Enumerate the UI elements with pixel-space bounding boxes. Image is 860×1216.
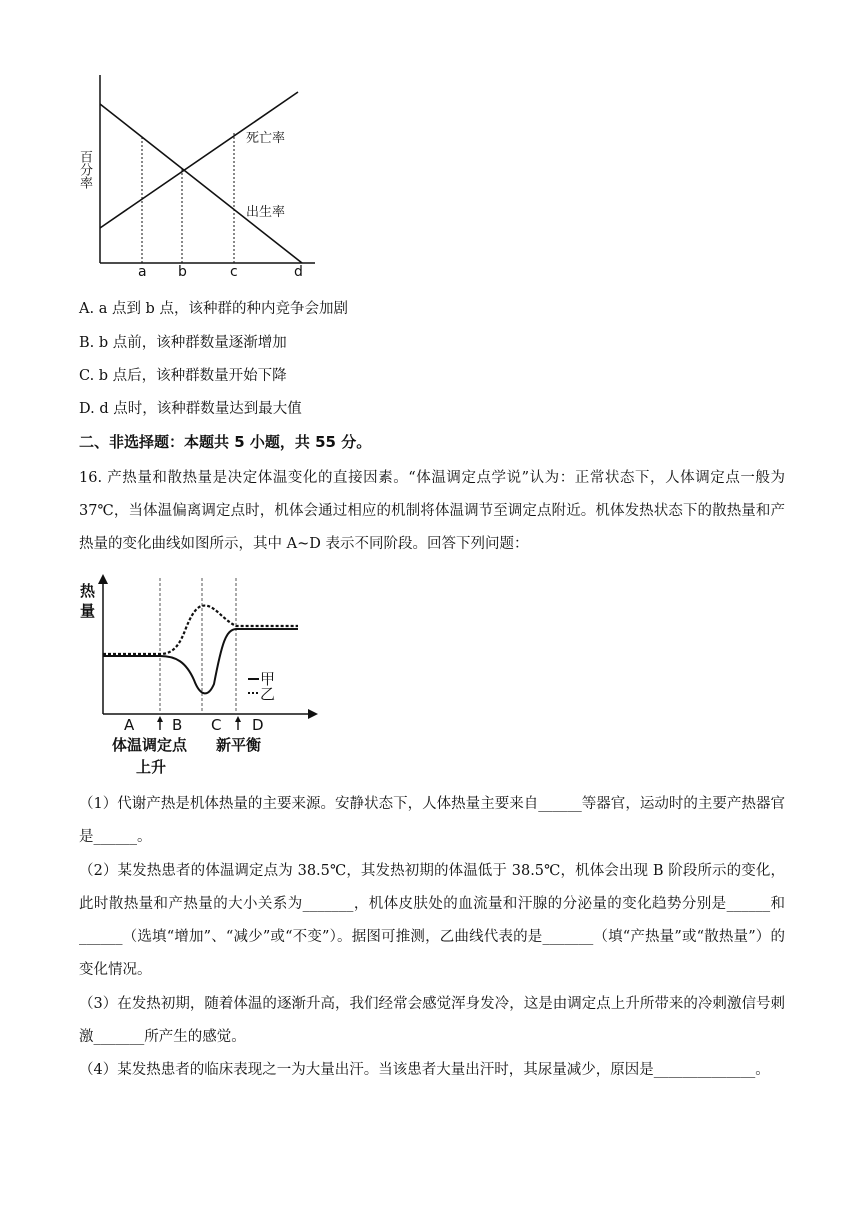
heat-y-label-1: 热 <box>80 582 96 600</box>
death-rate-label: 死亡率 <box>246 131 286 146</box>
heat-curve-figure <box>76 572 336 782</box>
x-axis-arrow <box>308 709 318 719</box>
option-d: D. d 点时，该种群数量达到最大值 <box>79 401 302 417</box>
phase-d: D <box>252 716 264 734</box>
section-title: 二、非选择题：本题共 5 小题，共 55 分。 <box>79 433 372 451</box>
birth-death-rate-figure <box>70 70 330 285</box>
phase-b: B <box>172 716 183 734</box>
option-a: A. a 点到 b 点，该种群的种内竞争会加剧 <box>79 301 348 317</box>
q16-sub1: （1）代谢产热是机体热量的主要来源。安静状态下，人体热量主要来自______等器官，运动时的主要产热器官是______。 <box>79 796 785 845</box>
birth-rate-label: 出生率 <box>246 205 286 220</box>
option-c: C. b 点后，该种群数量开始下降 <box>79 368 287 384</box>
q16-sub3: （3）在发热初期，随着体温的逐渐升高，我们经常会感觉浑身发冷，这是由调定点上升所带来的冷刺激信号刺激_______所产生的感觉。 <box>79 996 785 1045</box>
y-axis-label: 百分率 <box>77 150 92 189</box>
arrow-new-balance-head <box>235 716 241 722</box>
caption-rise: 上升 <box>136 758 167 776</box>
birth-rate-line <box>100 104 302 263</box>
caption-setpoint: 体温调定点 <box>112 736 188 754</box>
tick-d: d <box>294 264 303 280</box>
caption-new-balance: 新平衡 <box>216 736 262 754</box>
arrow-setpoint-head <box>157 716 163 722</box>
option-b: B. b 点前，该种群数量逐渐增加 <box>79 335 287 351</box>
phase-c: C <box>211 716 222 734</box>
phase-a: A <box>124 716 135 734</box>
tick-a: a <box>138 264 147 280</box>
q16-sub2: （2）某发热患者的体温调定点为 38.5℃，其发热初期的体温低于 38.5℃，机体会出现 B 阶段所示的变化，此时散热量和产热量的大小关系为_______，机体皮肤处的血流量和汗腺的分泌量的变化趋势分别是______和______（选填“增加”、“减少”或“不变”）。据图可推测，乙曲线代表的是_______（填“产热量”或“散热量”）的变化情况。 <box>79 863 785 978</box>
y-axis-arrow <box>98 574 108 584</box>
q16-sub4: （4）某发热患者的临床表现之一为大量出汗。当该患者大量出汗时，其尿量减少，原因是______________。 <box>79 1062 770 1078</box>
legend-jia: 甲 <box>260 670 276 688</box>
heat-y-label-2: 量 <box>80 602 96 620</box>
tick-b: b <box>178 264 187 280</box>
legend-yi: 乙 <box>260 685 276 703</box>
q16-intro: 16. 产热量和散热量是决定体温变化的直接因素。“体温调定点学说”认为：正常状态下，人体调定点一般为 37℃，当体温偏离调定点时，机体会通过相应的机制将体温调节至调定点附近。机体发热状态下的散热量和产热量的变化曲线如图所示，其中 A~D 表示不同阶段。回答下列问题： <box>79 470 785 552</box>
tick-c: c <box>230 264 238 280</box>
